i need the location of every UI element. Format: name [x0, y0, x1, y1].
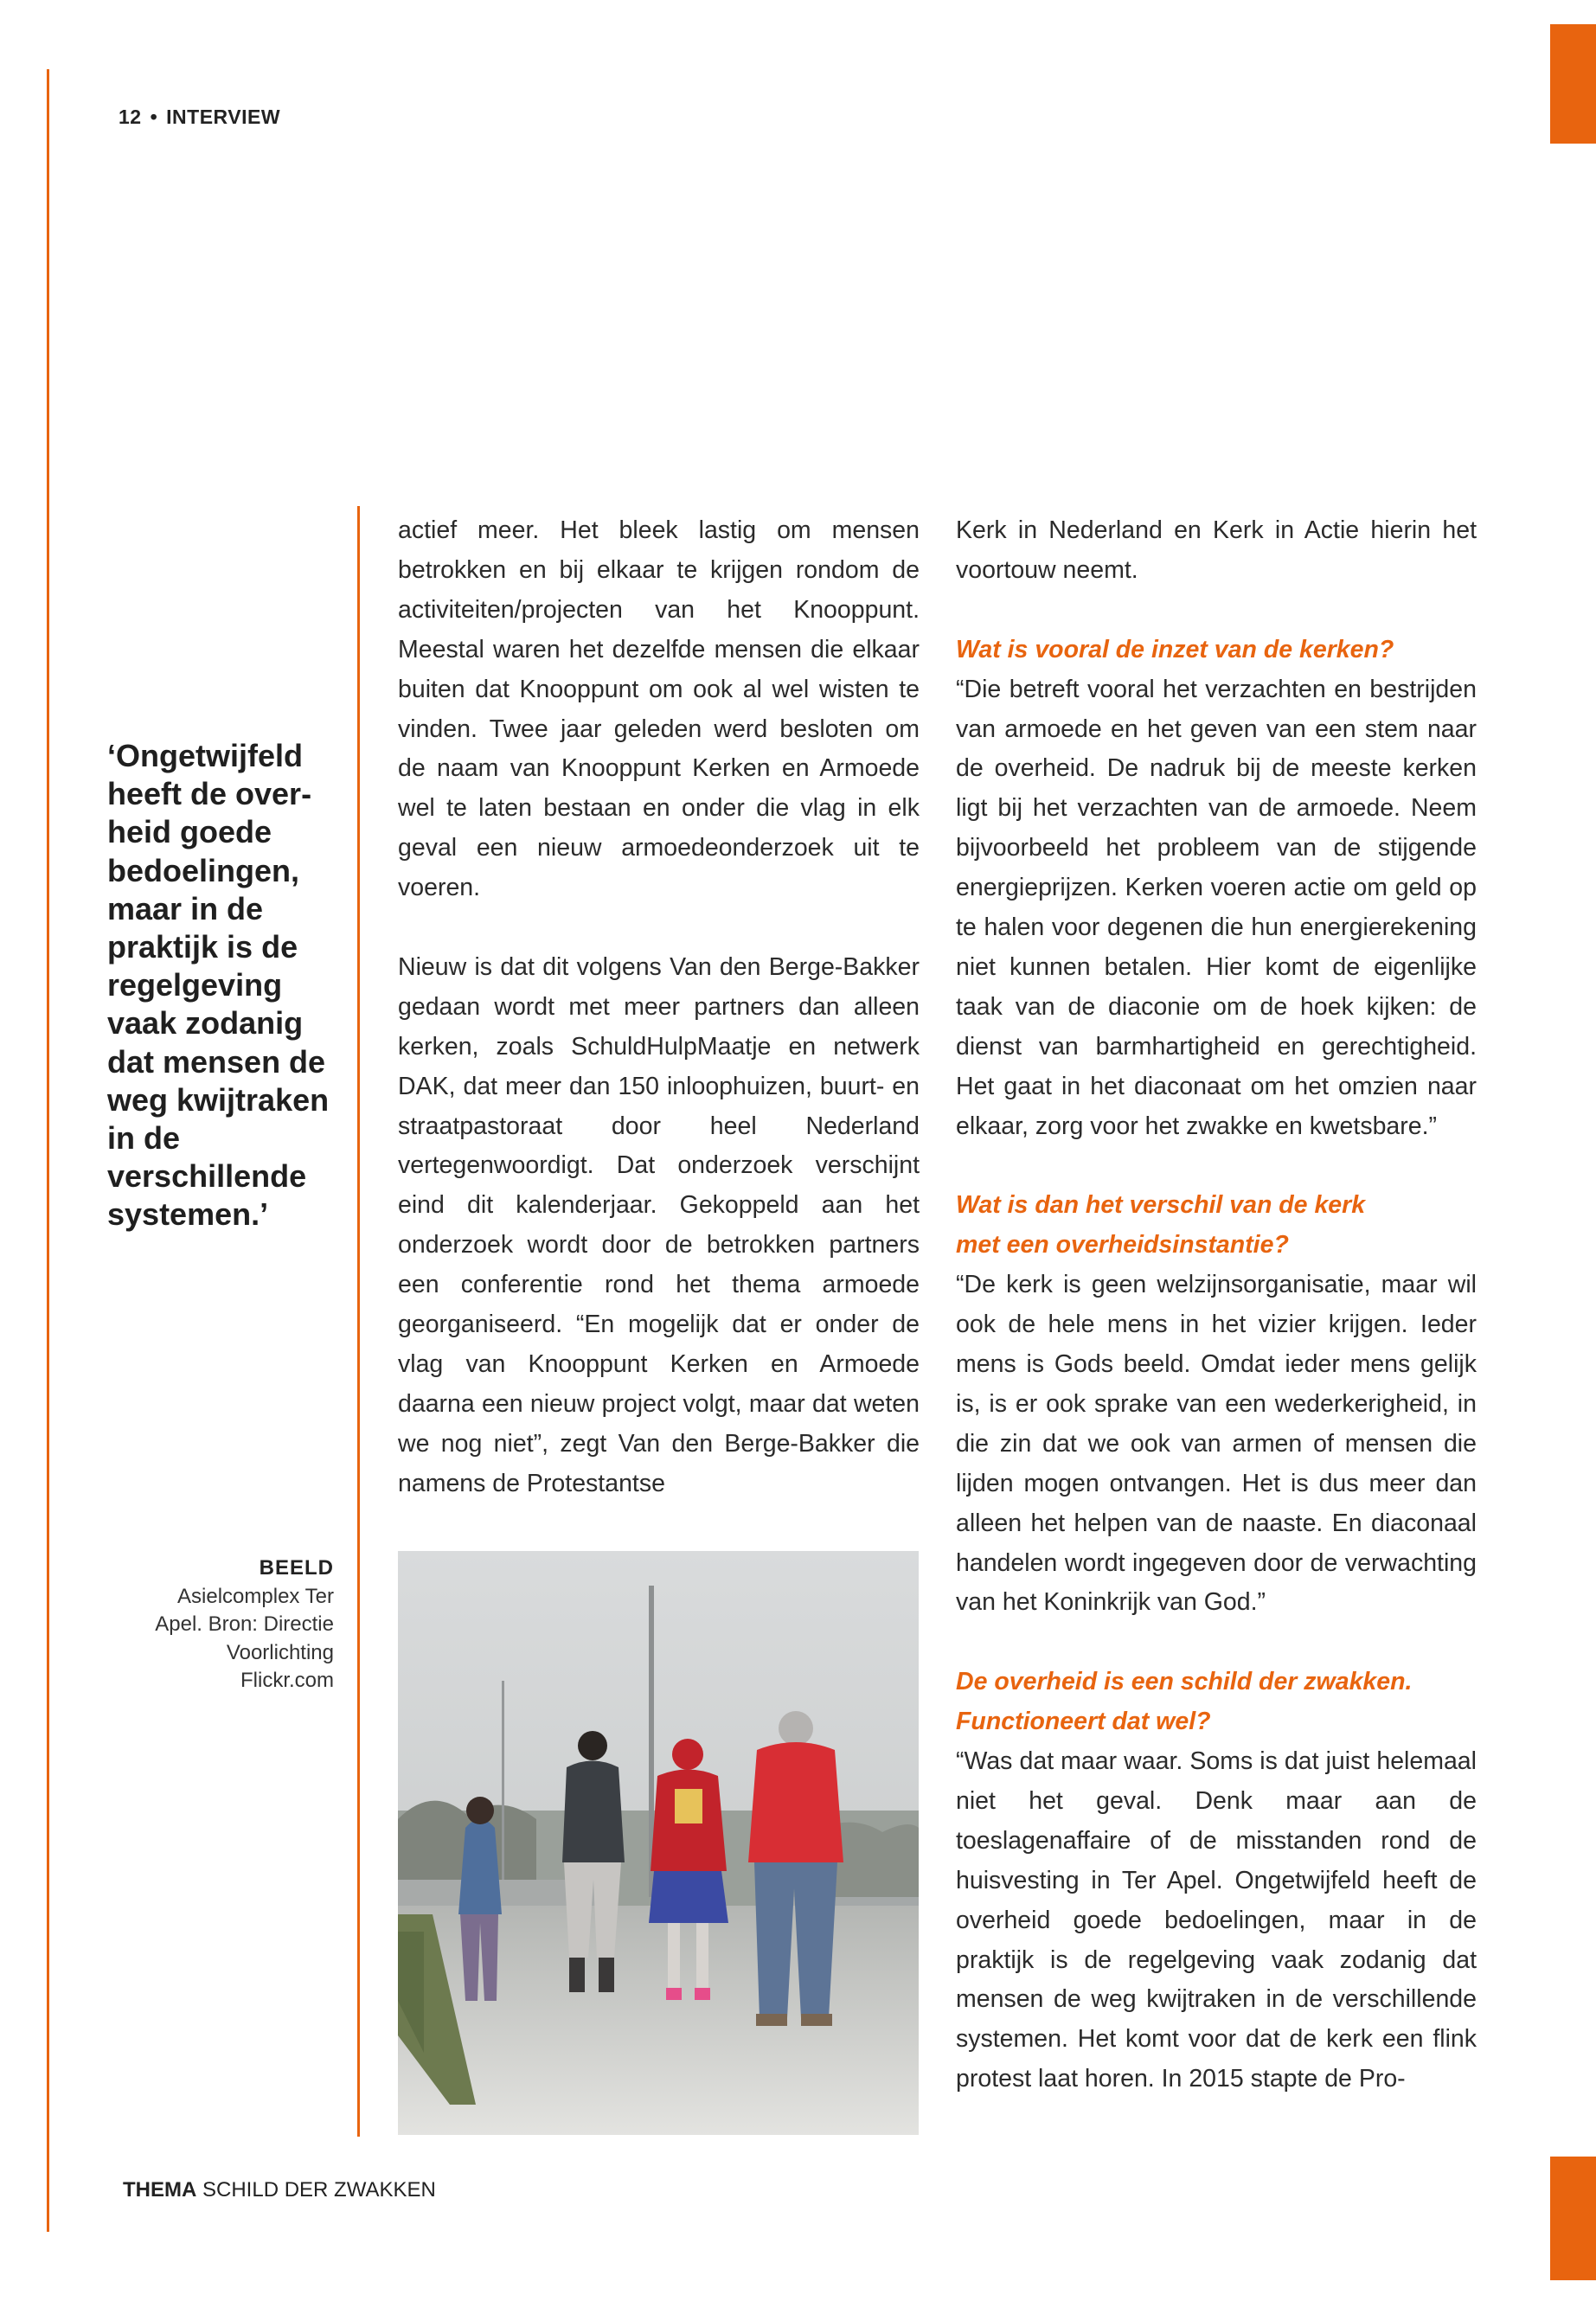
- page-header: [119, 106, 280, 129]
- section-title: INTERVIEW: [166, 106, 281, 128]
- edge-tab-bottom: [1550, 2157, 1596, 2280]
- photo-credit-line: Asielcomplex Ter: [177, 1584, 334, 1608]
- body-paragraph: Kerk in Nederland en Kerk in Actie hierin het voortouw neemt.: [956, 516, 1477, 584]
- footer-theme-title: SCHILD DER ZWAKKEN: [202, 2178, 436, 2202]
- photo-credit-line: Voorlichting: [226, 1640, 334, 1664]
- interview-question: Wat is dan het verschil van de kerk: [956, 1191, 1366, 1220]
- interview-answer: “Die betreft vooral het verzachten en bestrijden van armoede en het geven van een stem naar de overheid. De nadruk bij de meeste kerken ligt bij het verzachten van de armoede. Neem bijvoorbeeld het probleem van de stijgende energieprijzen. Kerken voeren actie om geld op te halen voor degenen die hun energierekening niet kunnen betalen. Hier komt de eigenlijke taak van de diaconie om de hoek kijken: de dienst van barmhartigheid en gerechtigheid. Het gaat in het diaconaat om het omzien naar elkaar, zorg voor het zwakke en kwetsbare.”: [956, 675, 1477, 1140]
- footer-theme-label: THEMA: [123, 2178, 197, 2202]
- article-column-right: [956, 511, 1477, 2099]
- interview-question: Functioneert dat wel?: [956, 1708, 1211, 1736]
- photo-credit-line: Apel. Bron: Directie: [155, 1612, 334, 1636]
- page-number: 12: [119, 106, 142, 128]
- edge-tab-top: [1550, 24, 1596, 144]
- photo-credit-label: BEELD: [259, 1556, 334, 1580]
- body-paragraph: actief meer. Het bleek lastig om mensen betrokken en bij elkaar te krijgen rondom de activiteiten/projecten van het Knooppunt. Meestal waren het dezelfde mensen die elkaar buiten dat Knooppunt om ook al wel wisten te vinden. Twee jaar geleden werd besloten om de naam van Knooppunt Kerken en Armoede wel te laten bestaan en onder die vlag in elk geval een nieuw armoedeonderzoek uit te voeren.: [398, 516, 920, 902]
- header-separator: •: [150, 106, 158, 128]
- article-photo: [398, 1551, 919, 2135]
- interview-question: Wat is vooral de inzet van de kerken?: [956, 635, 1394, 663]
- interview-answer: “De kerk is geen welzijnsorganisatie, maar wil ook de hele mens in het vizier krijgen. Ieder mens is Gods beeld. Omdat ieder mens gelijk is, is er ook sprake van een wederkerigheid, in die zin dat we ook van armen of mensen die lijden mogen ontvangen. Het is dus meer dan alleen het helpen van de naaste. En diaconaal handelen wordt ingegeven door de verwachting van het Koninkrijk van God.”: [956, 1271, 1477, 1617]
- photo-credit: [138, 1554, 334, 1695]
- photo-credit-line: Flickr.com: [240, 1669, 334, 1692]
- interview-question: De overheid is een schild der zwakken.: [956, 1668, 1413, 1696]
- interview-answer: “Was dat maar waar. Soms is dat juist helemaal niet het geval. Denk maar aan de toeslagenaffaire of de misstanden rond de huisvesting in Ter Apel. Ongetwijfeld heeft de overheid goede bedoelingen, maar in de praktijk is de regelgeving vaak zodanig dat mensen de weg kwijtraken in de verschillende systemen. Het komt voor dat de kerk een flink protest laat horen. In 2015 stapte de Pro-: [956, 1747, 1477, 2093]
- interview-question: met een overheidsinstantie?: [956, 1231, 1289, 1259]
- pull-quote: ‘Ongetwijfeld heeft de overheid goede bedoelingen, maar in de praktijk is de regelgeving vaak zodanig dat mensen de weg kwijtraken in de verschillende systemen.’: [107, 738, 330, 1233]
- page-footer: [123, 2178, 436, 2202]
- article-column-middle: [398, 511, 920, 1504]
- pullquote-rule: [357, 506, 360, 2137]
- body-paragraph: Nieuw is dat dit volgens Van den Berge-Bakker gedaan wordt met meer partners dan alleen kerken, zoals SchuldHulpMaatje en netwerk DAK, dat meer dan 150 inloophuizen, buurt- en straatpastoraat door heel Nederland vertegenwoordigt. Dat onderzoek verschijnt eind dit kalenderjaar. Gekoppeld aan het onderzoek wordt door de betrokken partners een conferentie rond het thema armoede georganiseerd. “En mogelijk dat er onder de vlag van Knooppunt Kerken en Armoede daarna een nieuw project volgt, maar dat weten we nog niet”, zegt Van den Berge-Bakker die namens de Protestantse: [398, 952, 920, 1497]
- left-margin-rule: [47, 69, 49, 2232]
- photo-people-walking: [398, 1551, 919, 2135]
